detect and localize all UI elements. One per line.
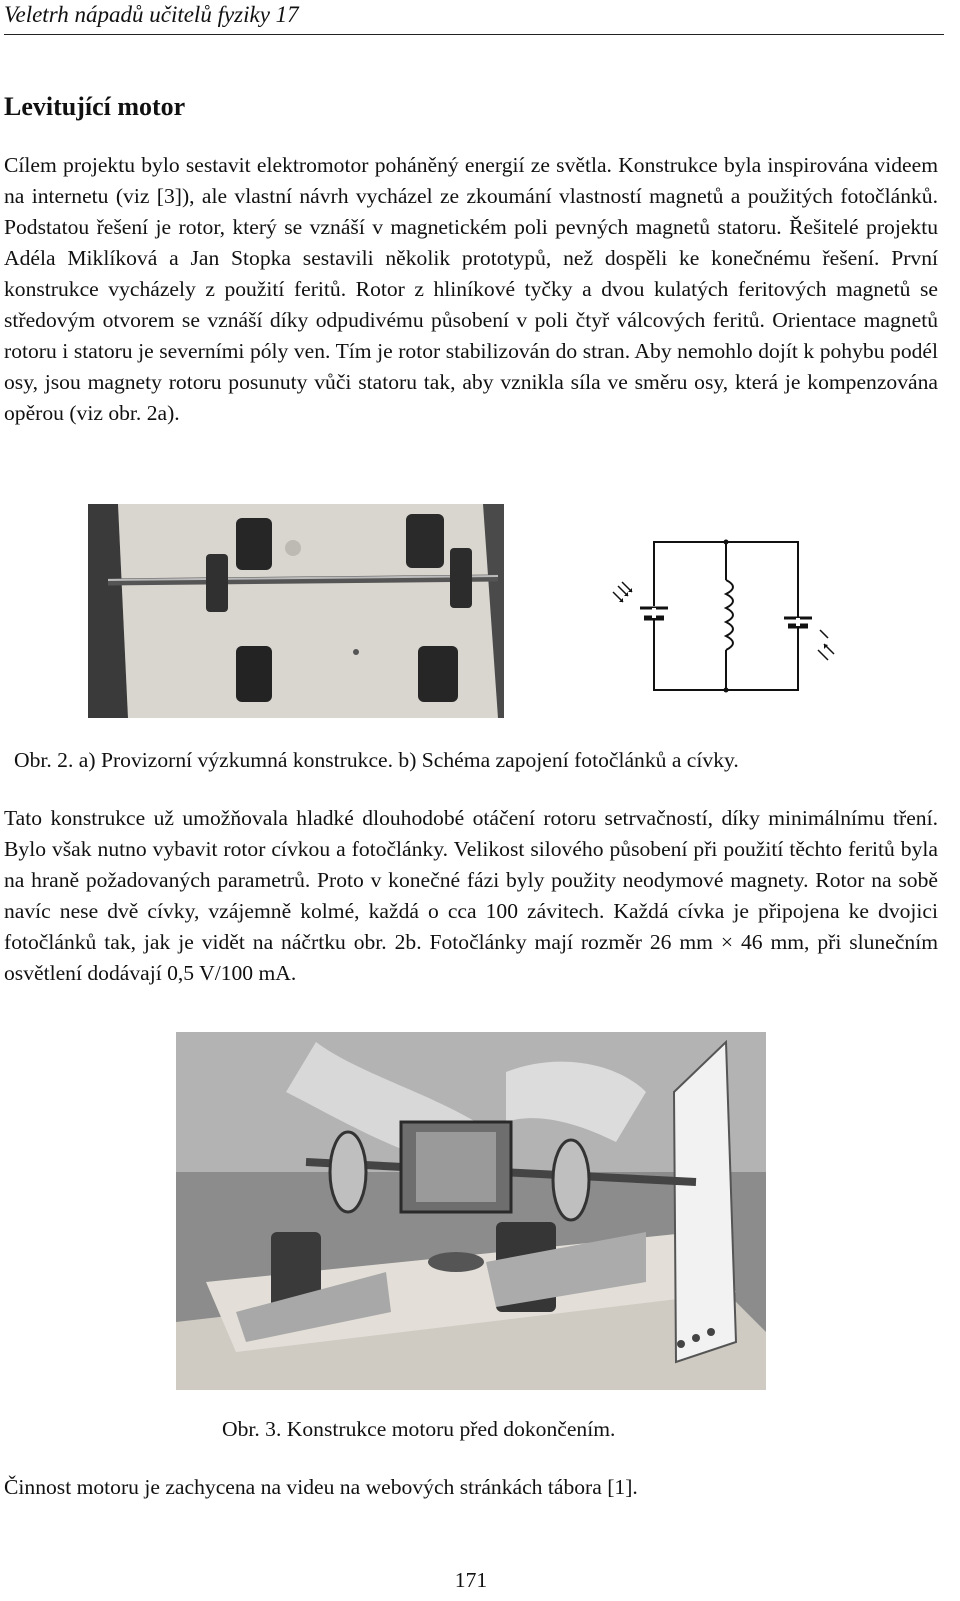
construction-paragraph: Tato konstrukce už umožňovala hladké dlouhodobé otáčení rotoru setrvačností, díky minimálnímu tření. Bylo však nutno vybavit rotor cívkou a fotočlánky. Velikost silového působení při použití těchto feritů byla na hraně požadovaných parametrů. Proto v konečné fázi byly použity neodymové magnety. Rotor na sobě navíc nese dvě cívky, vzájemně kolmé, každá o cca 100 závitech. Každá cívka je připojena ke dvojici fotočlánků tak, jak je vidět na náčrtku obr. 2b. Fotočlánky mají rozměr 26 mm × 46 mm, při slunečním osvětlení dodávají 0,5 V/100 mA. [4, 806, 938, 985]
running-header [4, 0, 944, 35]
photocell-left [613, 582, 668, 618]
video-paragraph: Činnost motoru je zachycena na videu na webových stránkách tábora [1]. [4, 1475, 638, 1499]
page-number: 171 [454, 1568, 488, 1592]
prototype-photo [88, 504, 504, 718]
circuit-schematic [606, 520, 836, 710]
intro-paragraph: Cílem projektu bylo sestavit elektromotor poháněný energií ze světla. Konstrukce byla inspirována videem na internetu (viz [3]), ale vlastní návrh vycházel ze zkoumání vlastností magnetů a použitých fotočlánků. Podstatou řešení je rotor, který se vznáší v magnetickém poli pevných magnetů statoru. Řešitelé projektu Adéla Miklíková a Jan Stopka sestavili několik prototypů, než dospěli ke konečnému řešení. První konstrukce vycházely z použití feritů. Rotor z hliníkové tyčky a dvou kulatých feritových magnetů se středovým otvorem se vznáší díky odpudivému působení v poli čtyř válcových feritů. Orientace magnetů rotoru i statoru je severními póly ven. Tím je rotor stabilizován do stran. Aby nemohlo dojít k pohybu podél osy, jsou magnety rotoru posunuty vůči statoru tak, aby vznikla síla ve směru osy, která je kompenzována opěrou (viz obr. 2a). [4, 153, 938, 425]
figure2-caption: Obr. 2. a) Provizorní výzkumná konstrukce. b) Schéma zapojení fotočlánků a cívky. [14, 748, 739, 772]
motor-photo [176, 1032, 766, 1390]
figure3-caption: Obr. 3. Konstrukce motoru před dokončením. [222, 1417, 616, 1441]
section-title: Levitující motor [4, 92, 186, 121]
photocell-right [784, 618, 834, 660]
running-title: Veletrh nápadů učitelů fyziky 17 [4, 2, 299, 27]
